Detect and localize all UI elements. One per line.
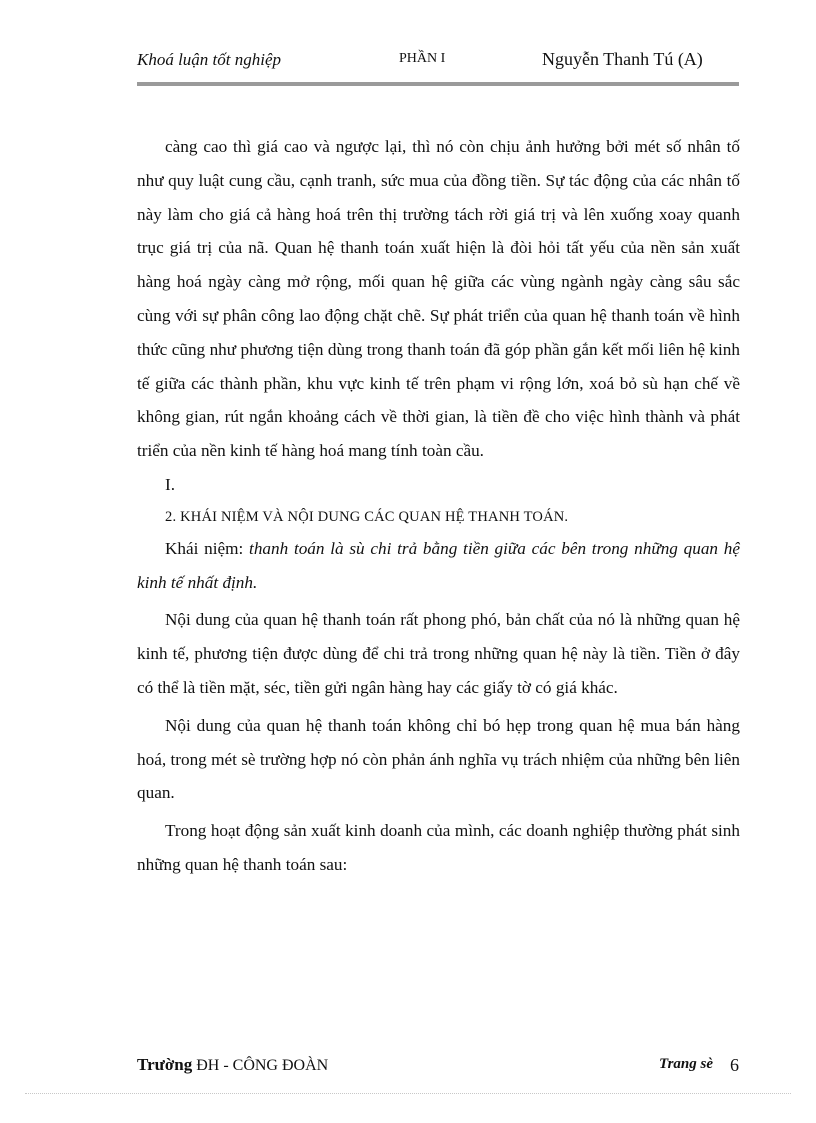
paragraph-3: Nội dung của quan hệ thanh toán không chỉ bó hẹp trong quan hệ mua bán hàng hoá, trong mét sè trường hợp nó còn phản ánh nghĩa vụ trách nhiệm của những bên liên quan. [137, 715, 740, 803]
definition-text: thanh toán là sù chi trả bằng tiền giữa các bên trong những quan hệ kinh tế nhất định. [137, 538, 740, 592]
footer-school-bold: Trường [137, 1055, 193, 1074]
footer-school [137, 1055, 328, 1075]
header-divider [137, 82, 739, 86]
header-thesis-title: Khoá luận tốt nghiệp [137, 50, 282, 69]
paragraph-2: Nội dung của quan hệ thanh toán rất phong phó, bản chất của nó là những quan hệ kinh tế, phương tiện được dùng để chi trả trong những quan hệ này là tiền. Tiền ở đây có thể là tiền mặt, séc, tiền gửi ngân hàng hay các giấy tờ có giá khác. [137, 610, 740, 697]
header-author: Nguyễn Thanh Tú (A) [542, 49, 703, 69]
page-header [137, 48, 739, 72]
paragraph-1: càng cao thì giá cao và ngược lại, thì nó còn chịu ảnh hưởng bởi mét số nhân tố như quy luật cung cầu, cạnh tranh, sức mua của đồng tiền. Sự tác động của các nhân tố này làm cho giá cả hàng hoá trên thị trường tách rời giá trị và lên xuống xoay quanh trục giá trị của nã. Quan hệ thanh toán xuất hiện là đòi hỏi tất yếu của nền sản xuất hàng hoá ngày càng mở rộng, mối quan hệ giữa các vùng ngành ngày càng sâu sắc cùng với sự phân công lao động chặt chẽ. Sự phát triển của quan hệ thanh toán về hình thức cũng như phương tiện dùng trong thanh toán đã góp phần gắn kết mối liên hệ kinh tế giữa các thành phần, khu vực kinh tế trên phạm vi rộng lớn, xoá bỏ sù hạn chế về không gian, rút ngắn khoảng cách về thời gian, là tiền đề cho việc hình thành và phát triển của nền kinh tế hàng hoá mang tính toàn cầu. [137, 137, 740, 461]
definition-paragraph [137, 532, 740, 600]
paragraph-4: Trong hoạt động sản xuất kinh doanh của mình, các doanh nghiệp thường phát sinh những quan hệ thanh toán sau: [137, 821, 740, 874]
page-bottom-border [25, 1093, 791, 1094]
page-footer [137, 1055, 739, 1083]
footer-page-label: Trang sè [658, 1056, 713, 1072]
footer-school-rest: ĐH - CÔNG ĐOÀN [192, 1057, 329, 1074]
page-body [137, 130, 740, 882]
footer-page-number: 6 [730, 1055, 739, 1075]
definition-label: Khái niệm: [165, 538, 250, 558]
header-section: PHẦN I [399, 51, 446, 66]
section-marker: I. [165, 474, 176, 494]
section-heading: 2. KHÁI NIỆM VÀ NỘI DUNG CÁC QUAN HỆ THANH TOÁN. [165, 508, 569, 525]
